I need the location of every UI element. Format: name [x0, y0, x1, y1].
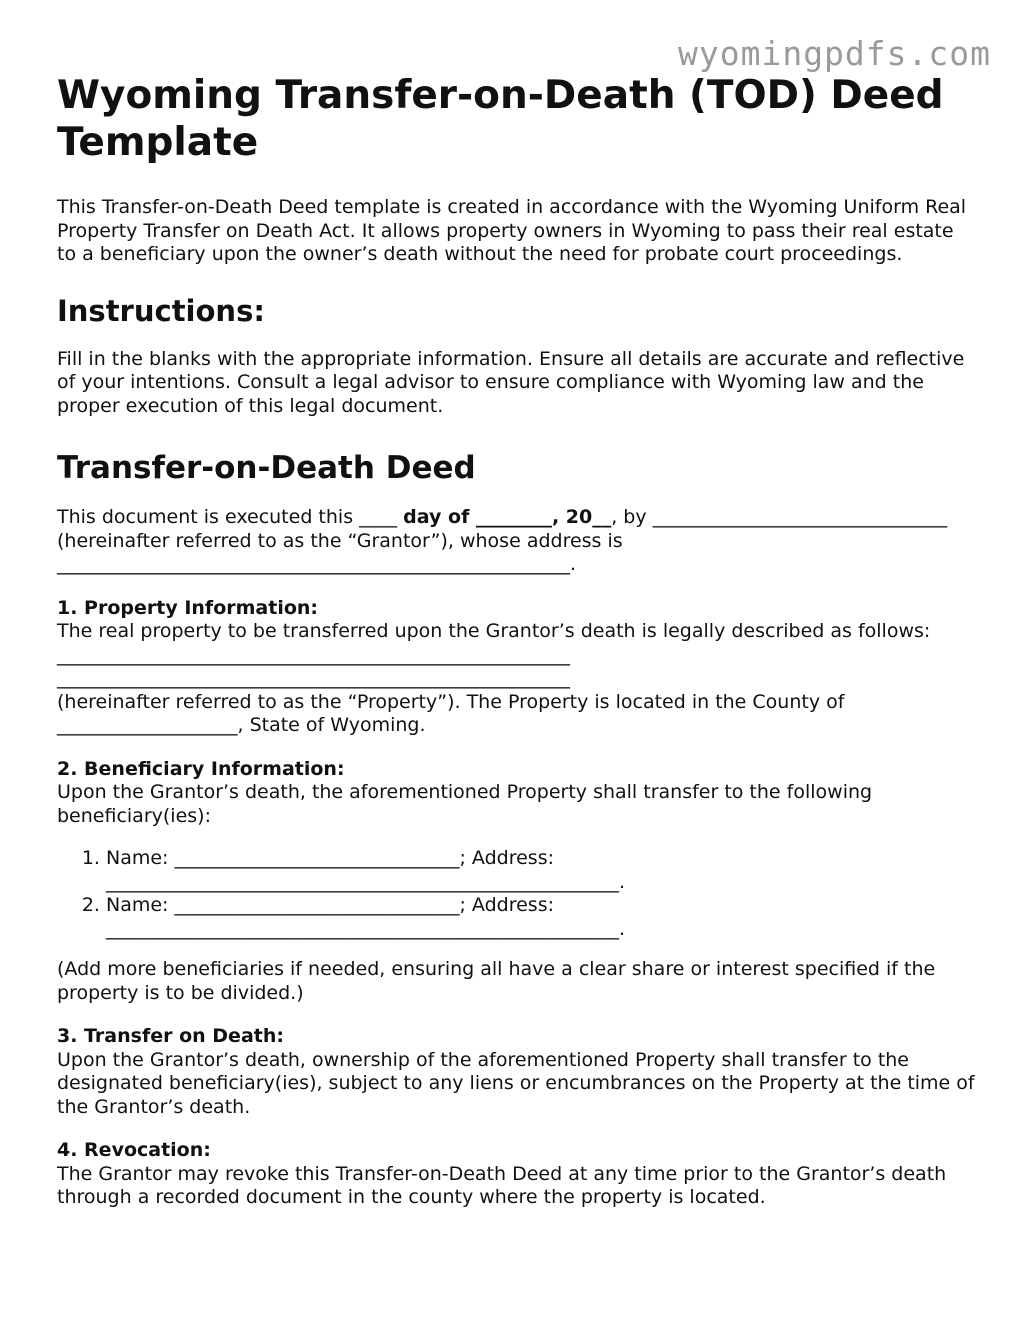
execution-date: day of ________, 20__ [403, 506, 612, 528]
execution-paragraph [57, 506, 977, 577]
property-text: The real property to be transferred upon the Grantor’s death is legally described as follows: [57, 620, 931, 642]
revocation-title: 4. Revocation: [57, 1139, 211, 1161]
beneficiary-item: 2. Name: ______________________________; Address: ______________________________________________________. [106, 894, 977, 941]
property-blank-line: ______________________________________________________ [57, 667, 570, 689]
beneficiary-section [57, 758, 977, 1006]
beneficiary-item: 1. Name: ______________________________; Address: ______________________________________________________. [106, 847, 977, 894]
deed-heading: Transfer-on-Death Deed [57, 450, 476, 486]
instructions-heading: Instructions: [57, 293, 265, 328]
transfer-title: 3. Transfer on Death: [57, 1025, 284, 1047]
instructions-text: Fill in the blanks with the appropriate information. Ensure all details are accurate and reflective of your intentions. Consult a legal advisor to ensure compliance with Wyoming law and the proper execution of this legal document. [57, 347, 965, 417]
revocation-section [57, 1139, 977, 1210]
beneficiary-text: Upon the Grantor’s death, the aforementioned Property shall transfer to the following beneficiary(ies): [57, 781, 873, 827]
watermark: wyomingpdfs.com [677, 34, 991, 73]
execution-start: This document is executed this ____ [57, 506, 404, 528]
intro-paragraph: This Transfer-on-Death Deed template is created in accordance with the Wyoming Uniform Real Property Transfer on Death Act. It allows property owners in Wyoming to pass their real estate to a beneficiary upon the owner’s death without the need for probate court proceedings. [57, 196, 967, 265]
revocation-text: The Grantor may revoke this Transfer-on-Death Deed at any time prior to the Grantor’s death through a recorded document in the county where the property is located. [57, 1162, 947, 1208]
execution-rest: , by _______________________________ (hereinafter referred to as the “Grantor”), whose address is ______________________________________________________. [57, 506, 948, 575]
transfer-section [57, 1025, 977, 1119]
property-blank-line: ______________________________________________________ [57, 643, 570, 666]
beneficiary-note: (Add more beneficiaries if needed, ensuring all have a clear share or interest specified if the property is to be divided.) [57, 958, 936, 1004]
document-page [57, 72, 977, 1210]
transfer-text: Upon the Grantor’s death, ownership of the aforementioned Property shall transfer to the designated beneficiary(ies), subject to any liens or encumbrances on the Property at the time of the Grantor’s death. [57, 1048, 975, 1118]
property-location-text: (hereinafter referred to as the “Property”). The Property is located in the County of ___________________, State of Wyoming. [57, 690, 845, 736]
beneficiary-list [57, 847, 977, 941]
beneficiary-title: 2. Beneficiary Information: [57, 757, 345, 780]
document-title: Wyoming Transfer-on-Death (TOD) Deed Template [57, 73, 944, 165]
property-section [57, 597, 977, 738]
property-title: 1. Property Information: [57, 596, 319, 619]
